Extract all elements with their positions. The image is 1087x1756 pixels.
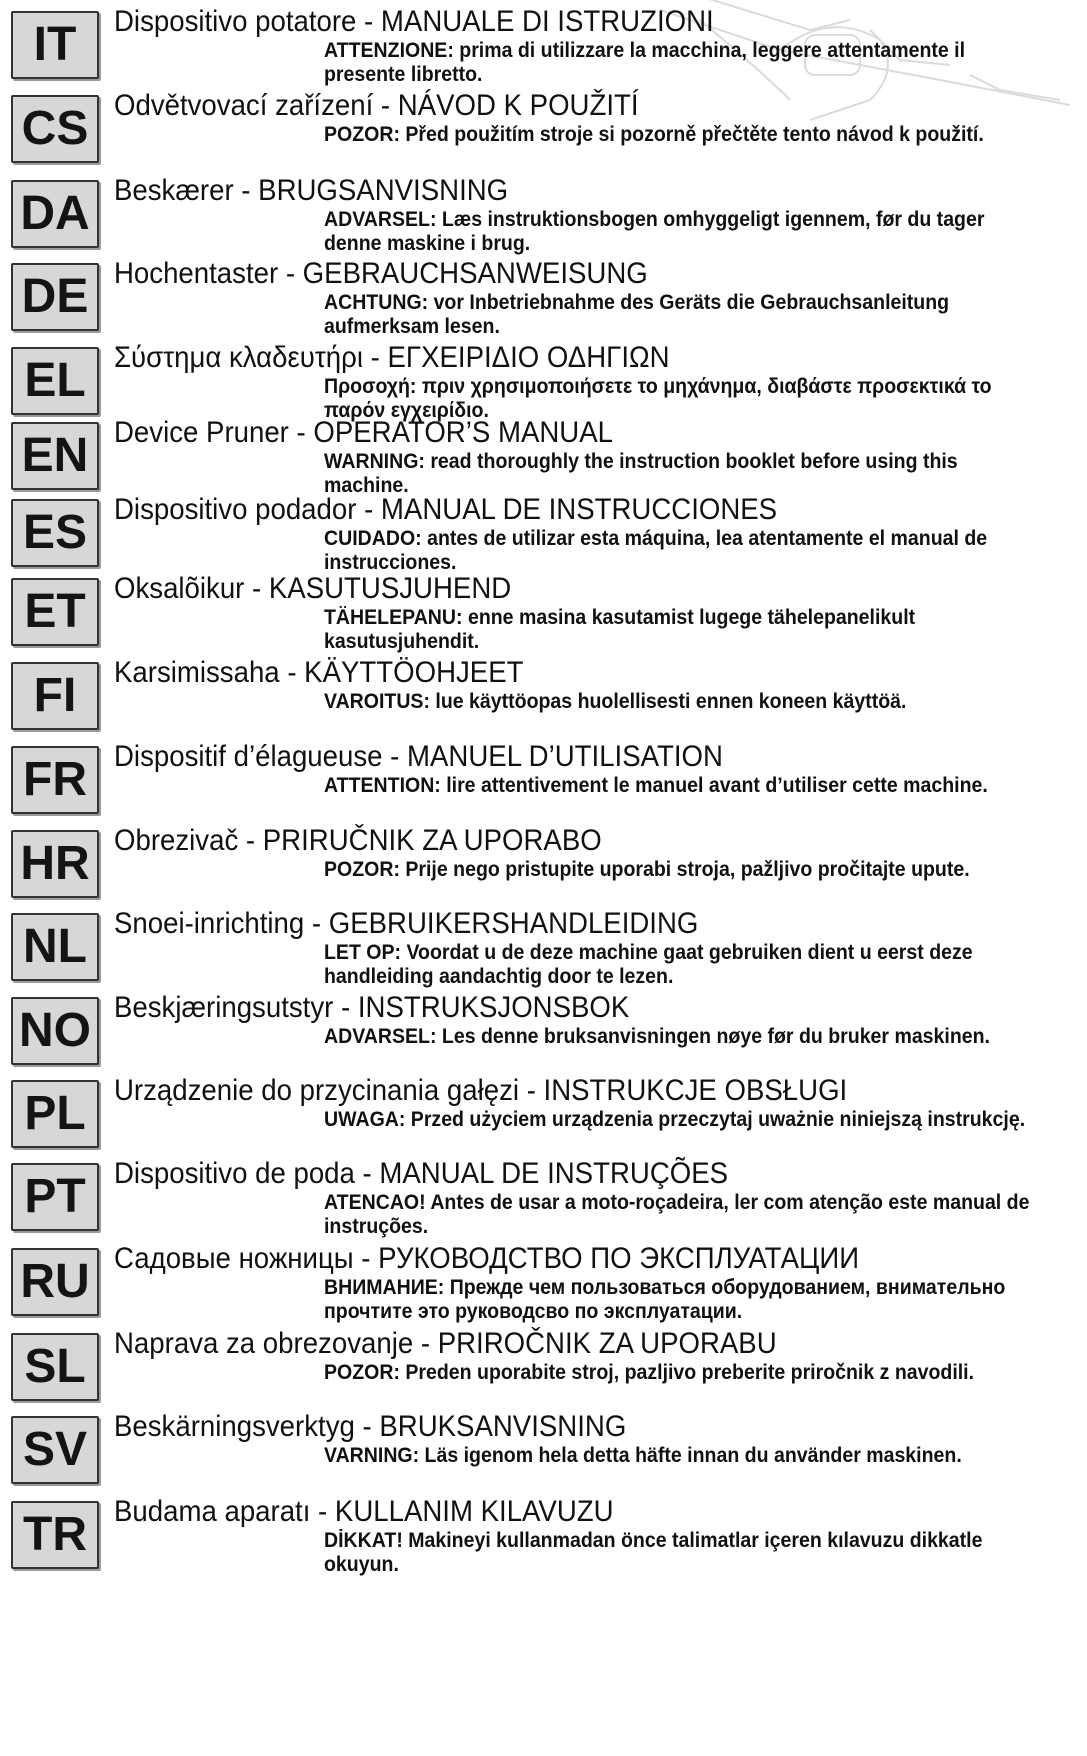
manual-title: Device Pruner - OPERATOR’S MANUAL <box>114 416 613 449</box>
warning-label: UWAGA: <box>324 1108 406 1131</box>
warning-text <box>324 1025 1031 1049</box>
warning-label: VARNING: <box>324 1444 420 1467</box>
warning-body: Prije nego pristupite uporabi stroja, pažljivo pročitajte upute. <box>399 858 970 881</box>
manual-title: Beskærer - BRUGSANVISNING <box>114 174 509 207</box>
warning-text <box>324 450 1031 498</box>
warning-text <box>324 1529 1031 1577</box>
language-code-badge: IT <box>11 11 99 79</box>
warning-body: Прежде чем пользоваться оборудованием, внимательно прочтите это руководсво по эксплуатации. <box>324 1276 1006 1323</box>
language-code-badge: FI <box>11 662 99 730</box>
warning-body: Makineyi kullanmadan önce talimatlar içeren kılavuzu dikkatle okuyun. <box>324 1529 983 1576</box>
language-entry-es <box>0 493 1087 583</box>
warning-text <box>324 527 1031 575</box>
warning-label: POZOR: <box>324 858 400 881</box>
language-code-badge: FR <box>11 746 99 814</box>
manual-title: Садовые ножницы - РУКОВОДСТВО ПО ЭКСПЛУАТАЦИИ <box>114 1242 860 1275</box>
language-entry-no <box>0 991 1087 1081</box>
language-code-badge: NL <box>11 913 99 981</box>
language-entry-da <box>0 174 1087 264</box>
language-code-badge: EL <box>11 347 99 415</box>
manual-title: Dispositif d’élagueuse - MANUEL D’UTILISATION <box>114 740 723 773</box>
warning-body: vor Inbetriebnahme des Geräts die Gebrauchsanleitung aufmerksam lesen. <box>324 291 950 338</box>
language-entry-de <box>0 257 1087 347</box>
language-entry-fr <box>0 740 1087 830</box>
manual-title: Beskärningsverktyg - BRUKSANVISNING <box>114 1410 627 1443</box>
warning-body: Voordat u de deze machine gaat gebruiken dient u eerst deze handleiding aandachtig door te lezen. <box>324 941 973 988</box>
language-code-badge: ES <box>11 499 99 567</box>
manual-title: Beskjæringsutstyr - INSTRUKSJONSBOK <box>114 991 630 1024</box>
warning-text <box>324 1444 1031 1468</box>
manual-title: Oksalõikur - KASUTUSJUHEND <box>114 572 512 605</box>
warning-body: prima di utilizzare la macchina, leggere attentamente il presente libretto. <box>324 39 966 86</box>
warning-text <box>324 123 1031 147</box>
warning-label: POZOR: <box>324 123 400 146</box>
language-entry-it <box>0 5 1087 95</box>
warning-body: lue käyttöopas huolellisesti ennen koneen käyttöä. <box>429 690 907 713</box>
language-entry-nl <box>0 907 1087 997</box>
warning-label: ВНИМАНИЕ: <box>324 1276 445 1299</box>
warning-text <box>324 774 1031 798</box>
manual-title: Σύστημα κλαδευτήρι - ΕΓΧΕΙΡΙΔΙΟ ΟΔΗΓΙΩΝ <box>114 341 670 374</box>
manual-title: Karsimissaha - KÄYTTÖOHJEET <box>114 656 524 689</box>
warning-text <box>324 858 1031 882</box>
warning-body: Preden uporabite stroj, pazljivo preberite priročnik z navodili. <box>399 1361 975 1384</box>
warning-text <box>324 1191 1031 1239</box>
language-code-badge: SV <box>11 1416 99 1484</box>
manual-title: Dispositivo potatore - MANUALE DI ISTRUZIONI <box>114 5 714 38</box>
manual-title: Snoei-inrichting - GEBRUIKERSHANDLEIDING <box>114 907 699 940</box>
warning-label: POZOR: <box>324 1361 400 1384</box>
language-entry-hr <box>0 824 1087 914</box>
language-entry-tr <box>0 1495 1087 1585</box>
language-entry-pl <box>0 1074 1087 1164</box>
warning-label: LET OP: <box>324 941 402 964</box>
warning-text <box>324 1361 1031 1385</box>
warning-body: lire attentivement le manuel avant d’utiliser cette machine. <box>440 774 988 797</box>
manual-title: Obrezivač - PRIRUČNIK ZA UPORABO <box>114 824 602 857</box>
language-code-badge: ET <box>11 578 99 646</box>
language-code-badge: PT <box>11 1163 99 1231</box>
manual-title: Odvětvovací zařízení - NÁVOD K POUŽITÍ <box>114 89 639 122</box>
warning-body: Läs igenom hela detta häfte innan du använder maskinen. <box>419 1444 962 1467</box>
language-code-badge: NO <box>11 997 99 1065</box>
language-code-badge: PL <box>11 1080 99 1148</box>
warning-label: WARNING: <box>324 450 425 473</box>
language-code-badge: CS <box>11 95 99 163</box>
warning-label: ADVARSEL: <box>324 208 437 231</box>
language-entry-pt <box>0 1157 1087 1247</box>
warning-text <box>324 1108 1031 1132</box>
warning-text <box>324 1276 1031 1324</box>
language-entry-et <box>0 572 1087 662</box>
manual-title: Hochentaster - GEBRAUCHSANWEISUNG <box>114 257 648 290</box>
warning-text <box>324 606 1031 654</box>
language-code-badge: RU <box>11 1248 99 1316</box>
warning-body: Antes de usar a moto-roçadeira, ler com atenção este manual de instruções. <box>324 1191 1030 1238</box>
warning-label: DİKKAT! <box>324 1529 403 1552</box>
language-code-badge: SL <box>11 1333 99 1401</box>
warning-body: antes de utilizar esta máquina, lea atentamente el manual de instrucciones. <box>324 527 988 574</box>
warning-body: read thoroughly the instruction booklet before using this machine. <box>324 450 958 497</box>
language-entry-sl <box>0 1327 1087 1417</box>
manual-title: Dispositivo podador - MANUAL DE INSTRUCCIONES <box>114 493 778 526</box>
manual-title: Urządzenie do przycinania gałęzi - INSTRUKCJE OBSŁUGI <box>114 1074 848 1107</box>
warning-body: Przed użyciem urządzenia przeczytaj uważnie niniejszą instrukcję. <box>405 1108 1026 1131</box>
warning-text <box>324 208 1031 256</box>
manual-title: Budama aparatı - KULLANIM KILAVUZU <box>114 1495 614 1528</box>
warning-label: ATENCAO! <box>324 1191 426 1214</box>
warning-label: CUIDADO: <box>324 527 422 550</box>
language-code-badge: DA <box>11 180 99 248</box>
language-entry-sv <box>0 1410 1087 1500</box>
language-code-badge: DE <box>11 263 99 331</box>
warning-label: Προσοχή: <box>324 375 417 398</box>
warning-text <box>324 690 1031 714</box>
warning-label: TÄHELEPANU: <box>324 606 463 629</box>
warning-body: πριν χρησιμοποιήσετε το μηχάνημα, διαβάστε προσεκτικά το παρόν εγχειρίδιο. <box>324 375 992 422</box>
warning-label: ACHTUNG: <box>324 291 429 314</box>
warning-body: enne masina kasutamist lugege tähelepanelikult kasutusjuhendit. <box>324 606 916 653</box>
language-entry-ru <box>0 1242 1087 1332</box>
manual-title: Naprava za obrezovanje - PRIROČNIK ZA UPORABU <box>114 1327 777 1360</box>
language-code-badge: TR <box>11 1501 99 1569</box>
language-entry-fi <box>0 656 1087 746</box>
language-code-badge: EN <box>11 422 99 490</box>
warning-text <box>324 291 1031 339</box>
warning-body: Před použitím stroje si pozorně přečtěte tento návod k použití. <box>399 123 984 146</box>
manual-title: Dispositivo de poda - MANUAL DE INSTRUÇÕES <box>114 1157 729 1190</box>
warning-label: ATTENZIONE: <box>324 39 454 62</box>
warning-label: VAROITUS: <box>324 690 430 713</box>
warning-body: Les denne bruksanvisningen nøye før du bruker maskinen. <box>436 1025 990 1048</box>
language-code-badge: HR <box>11 830 99 898</box>
warning-body: Læs instruktionsbogen omhyggeligt igennem, før du tager denne maskine i brug. <box>324 208 985 255</box>
warning-label: ATTENTION: <box>324 774 441 797</box>
language-entry-cs <box>0 89 1087 179</box>
warning-text <box>324 941 1031 989</box>
warning-label: ADVARSEL: <box>324 1025 437 1048</box>
warning-text <box>324 39 1031 87</box>
